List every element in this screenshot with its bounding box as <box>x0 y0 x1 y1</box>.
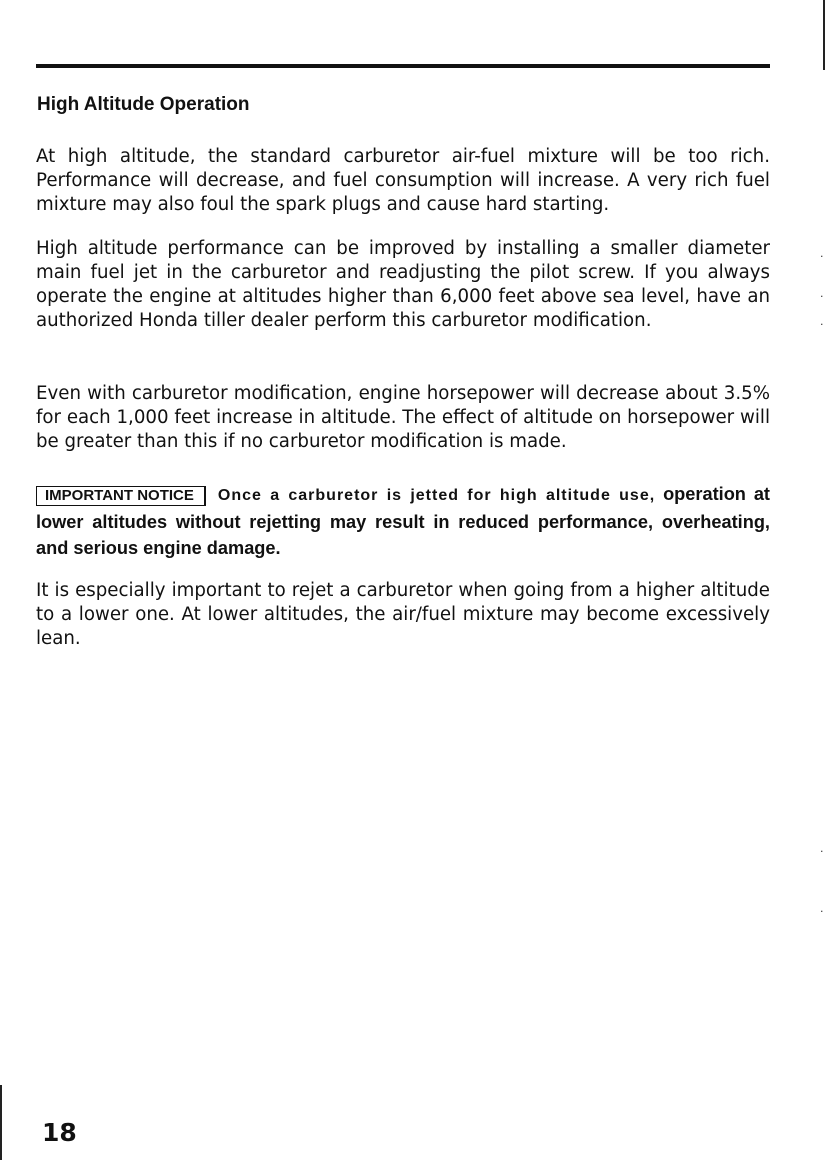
margin-speck: · <box>820 250 824 263</box>
page-number: 18 <box>42 1118 77 1147</box>
section-title: High Altitude Operation <box>37 94 250 115</box>
margin-speck: · <box>820 290 824 303</box>
paragraph-rejet: It is especially important to rejet a carburetor when going from a higher altitude to a lower one. At lower altitudes, the air/fuel mixture may become excessively lean. <box>36 580 770 649</box>
important-notice <box>36 481 770 561</box>
important-notice-lead: Once a carburetor is jetted for high altitude use, <box>217 487 656 504</box>
paragraph-rich-mixture: At high altitude, the standard carburetor air-fuel mixture will be too rich. Performance will decrease, and fuel consumption will increase. A very rich fuel mixture may also foul the spark plugs and cause hard starting. <box>36 146 770 215</box>
margin-speck: · <box>820 905 824 918</box>
paragraph-horsepower-loss: Even with carburetor modification, engine horsepower will decrease about 3.5% for each 1,000 feet increase in altitude. The effect of altitude on horsepower will be greater than this if no carburetor modification is made. <box>36 383 770 452</box>
margin-speck: · <box>820 318 824 331</box>
important-notice-text: operation at lower altitudes without rejetting may result in reduced performance, overheating, and serious engine damage. <box>36 484 770 558</box>
margin-speck: · <box>820 845 824 858</box>
important-notice-label: IMPORTANT NOTICE <box>36 486 206 506</box>
header-rule <box>36 64 770 68</box>
paragraph-carburetor-modification: High altitude performance can be improved by installing a smaller diameter main fuel jet in the carburetor and readjusting the pilot screw. If you always operate the engine at altitudes higher than 6,000 feet above sea level, have an authorized Honda tiller dealer perform this carburetor modification. <box>36 238 770 331</box>
page-edge-right <box>823 0 825 70</box>
page-edge-left <box>0 1085 2 1160</box>
